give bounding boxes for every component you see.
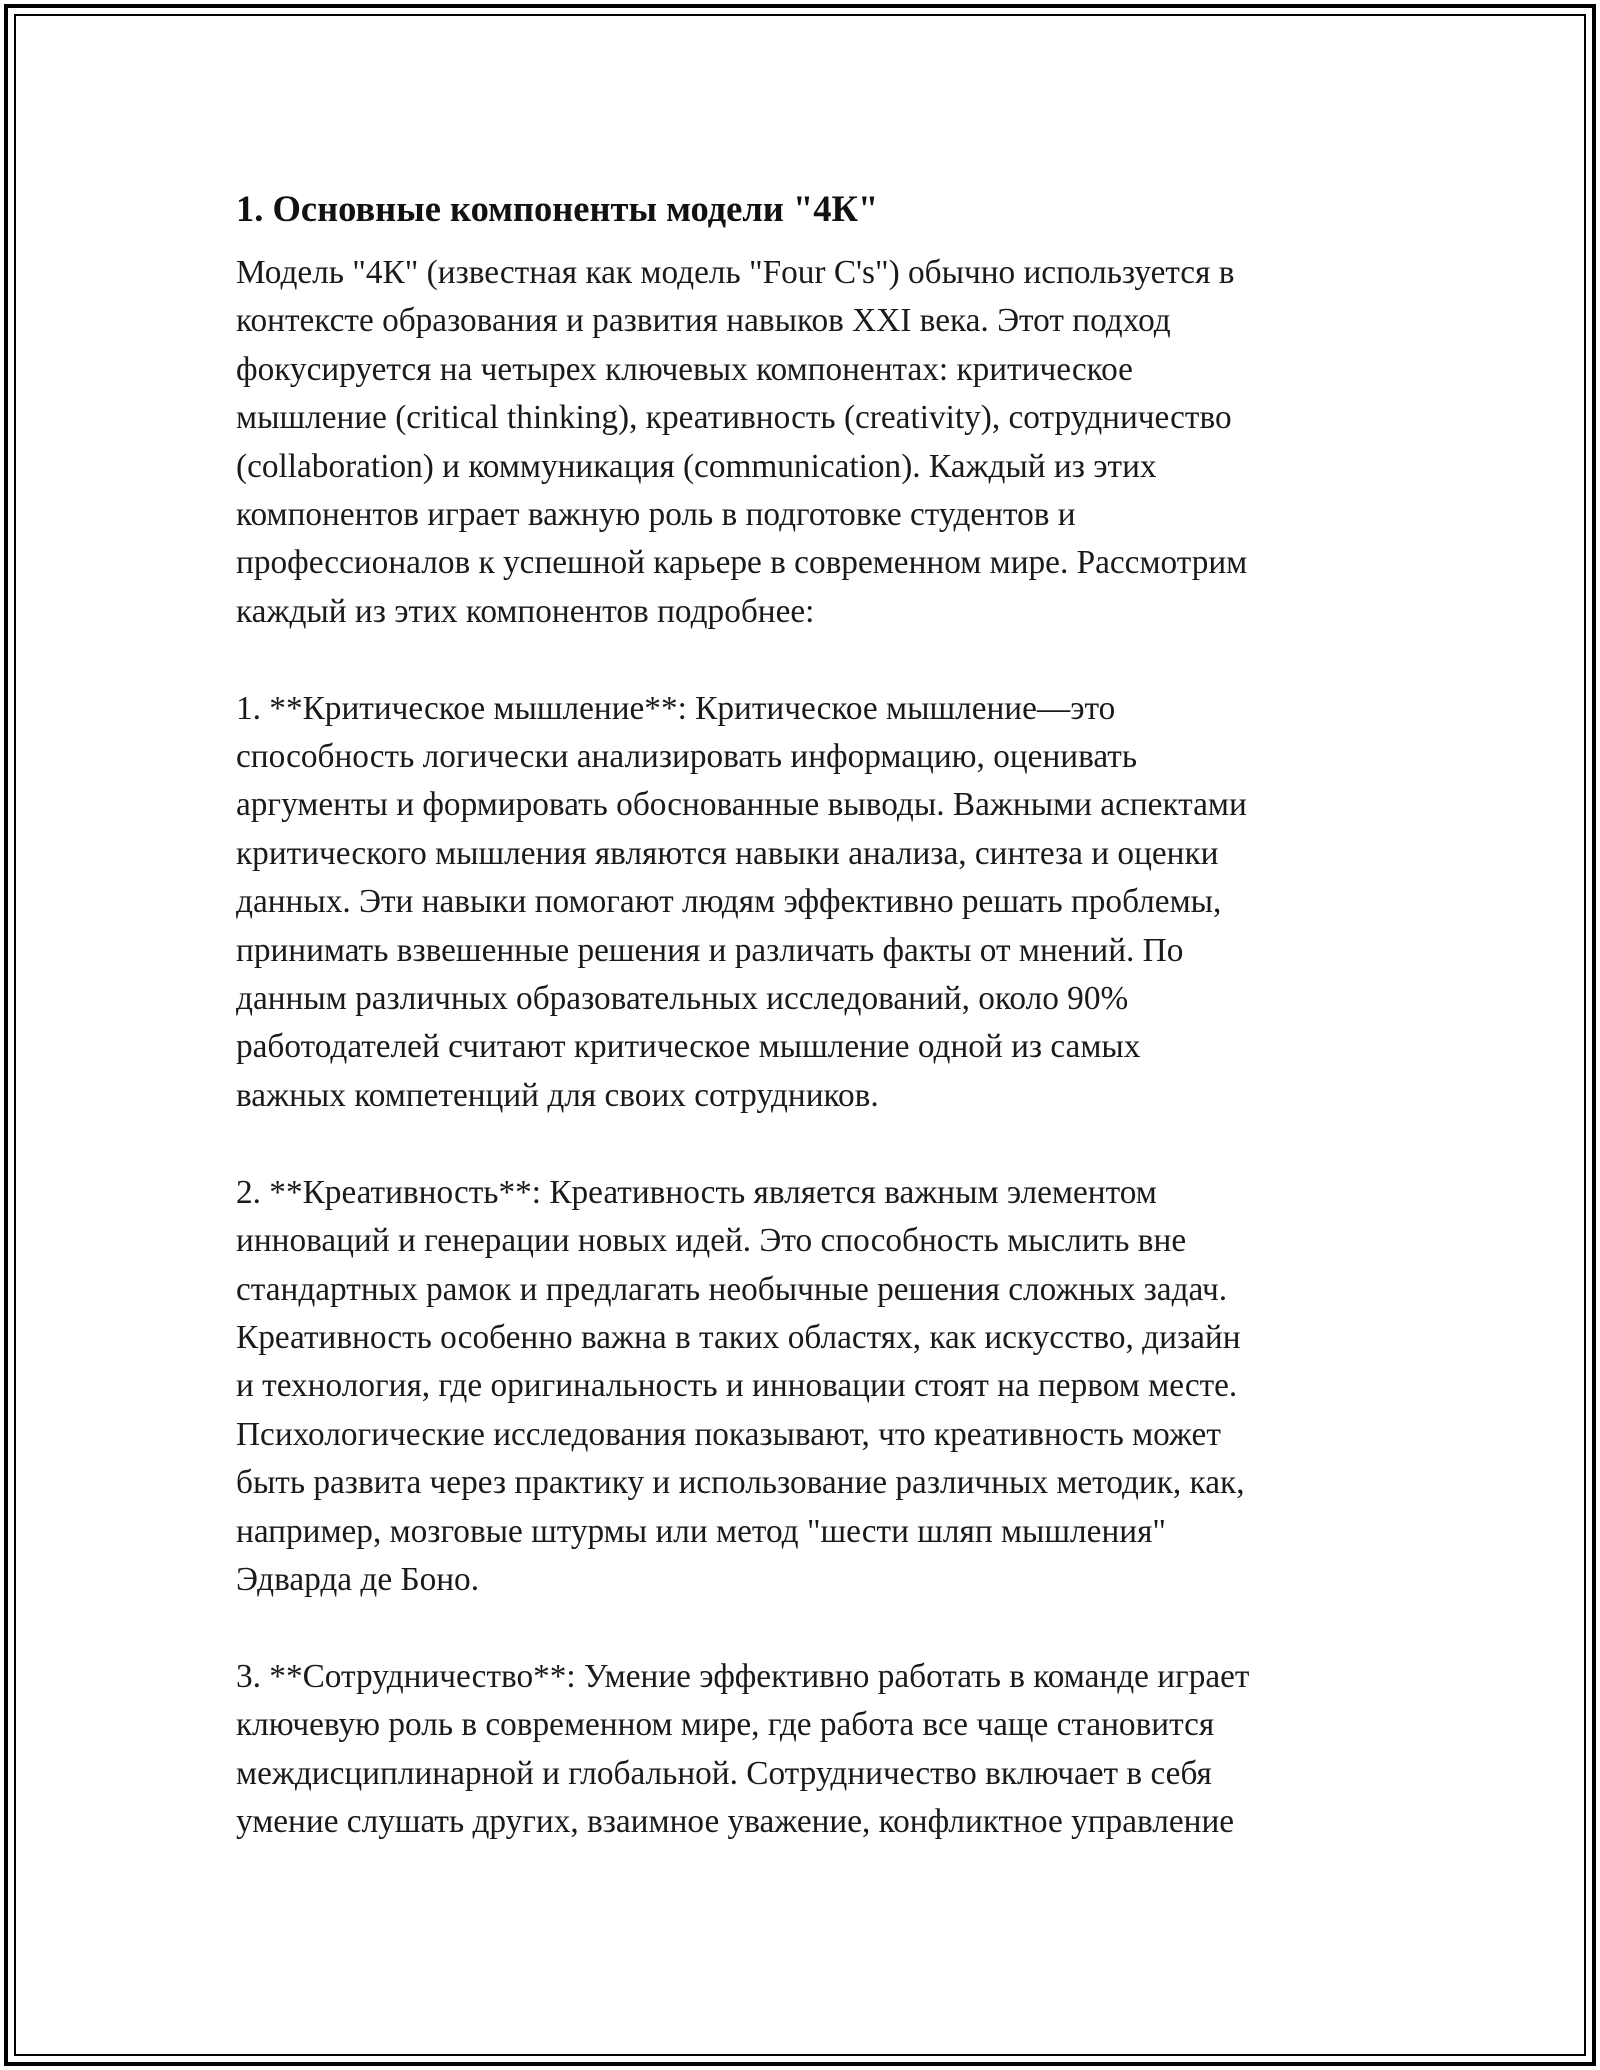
intro-paragraph: Модель "4К" (известная как модель "Four C's") обычно используется в контексте образования и развития навыков XXI века. Этот подход фокусируется на четырех ключевых компонентах: критическое мышление (critical thinking), креативность (creativity), сотрудничество (collaboration) и коммуникация (communication). Каждый из этих компонентов играет важную роль в подготовке студентов и профессионалов к успешной карьере в современном мире. Рассмотрим каждый из этих компонентов подробнее: — [236, 254, 1248, 630]
critical-thinking-paragraph: 1. **Критическое мышление**: Критическое мышление—это способность логически анализировать информацию, оценивать аргументы и формировать обоснованные выводы. Важными аспектами критического мышления являются навыки анализа, синтеза и оценки данных. Эти навыки помогают людям эффективно решать проблемы, принимать взвешенные решения и различать факты от мнений. По данным различных образовательных исследований, около 90% работодателей считают критическое мышление одной из самых важных компетенций для своих сотрудников. — [236, 689, 1247, 1114]
section-heading: 1. Основные компоненты модели "4К" — [236, 188, 879, 229]
document-body — [236, 183, 1386, 1846]
creativity-paragraph: 2. **Креативность**: Креативность является важным элементом инноваций и генерации новых идей. Это способность мыслить вне стандартных рамок и предлагать необычные решения сложных задач. Креативность особенно важна в таких областях, как искусство, дизайн и технология, где оригинальность и инновации стоят на первом месте. Психологические исследования показывают, что креативность может быть развита через практику и использование различных методик, как, например, мозговые штурмы или метод "шести шляп мышления" Эдварда де Боно. — [236, 1173, 1245, 1598]
collaboration-paragraph: 3. **Сотрудничество**: Умение эффективно работать в команде играет ключевую роль в современном мире, где работа все чаще становится междисциплинарной и глобальной. Сотрудничество включает в себя умение слушать других, взаимное уважение, конфликтное управление — [236, 1657, 1250, 1840]
